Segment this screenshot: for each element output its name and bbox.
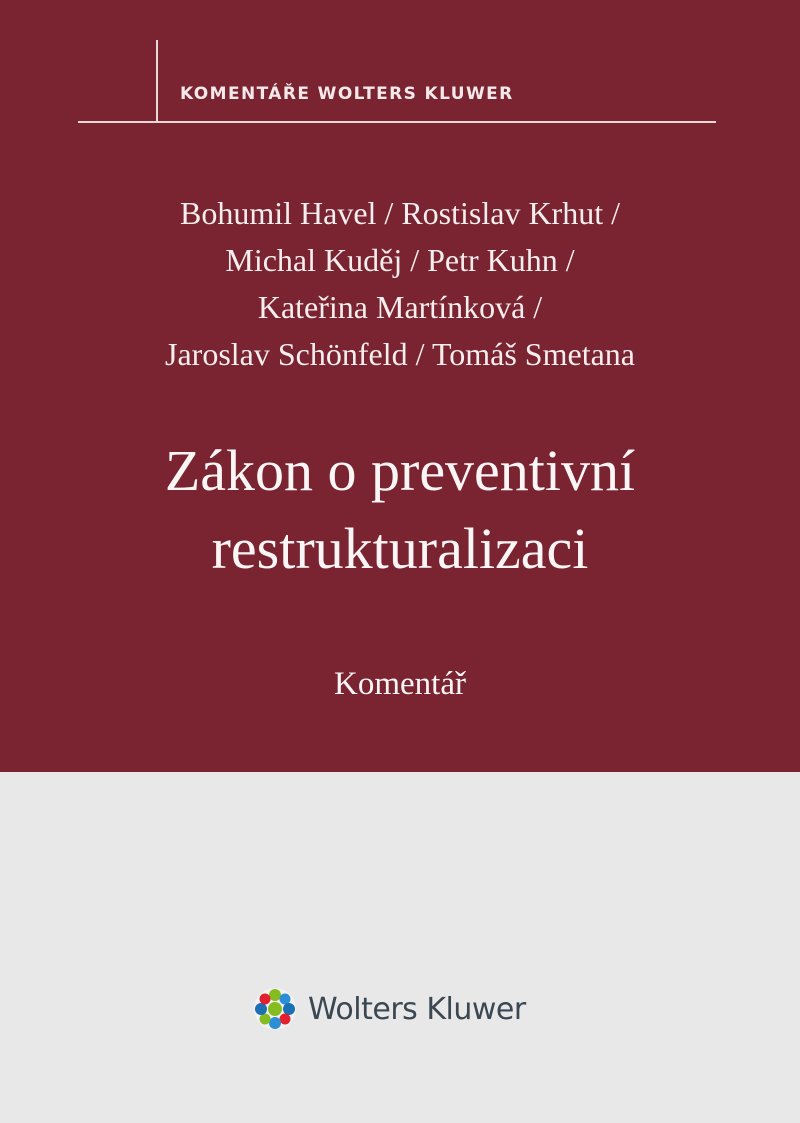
- author-line: Kateřina Martínková /: [257, 289, 543, 325]
- publisher-name: Wolters Kluwer: [308, 991, 526, 1027]
- title-line: restrukturalizaci: [211, 516, 589, 581]
- author-line: Michal Kuděj / Petr Kuhn /: [225, 242, 575, 278]
- author-line: Bohumil Havel / Rostislav Krhut /: [180, 195, 620, 231]
- vertical-rule: [156, 40, 158, 122]
- author-list: [0, 190, 800, 378]
- cover-bottom-band: [0, 772, 800, 1123]
- author-line: Jaroslav Schönfeld / Tomáš Smetana: [165, 336, 635, 372]
- horizontal-rule: [78, 121, 716, 123]
- book-subtitle: Komentář: [334, 666, 466, 702]
- book-title: [0, 432, 800, 588]
- publisher-logo: [252, 986, 526, 1032]
- title-line: Zákon o preventivní: [164, 438, 636, 503]
- wolters-kluwer-logo-icon: [252, 986, 298, 1032]
- series-label: KOMENTÁŘE WOLTERS KLUWER: [180, 84, 514, 104]
